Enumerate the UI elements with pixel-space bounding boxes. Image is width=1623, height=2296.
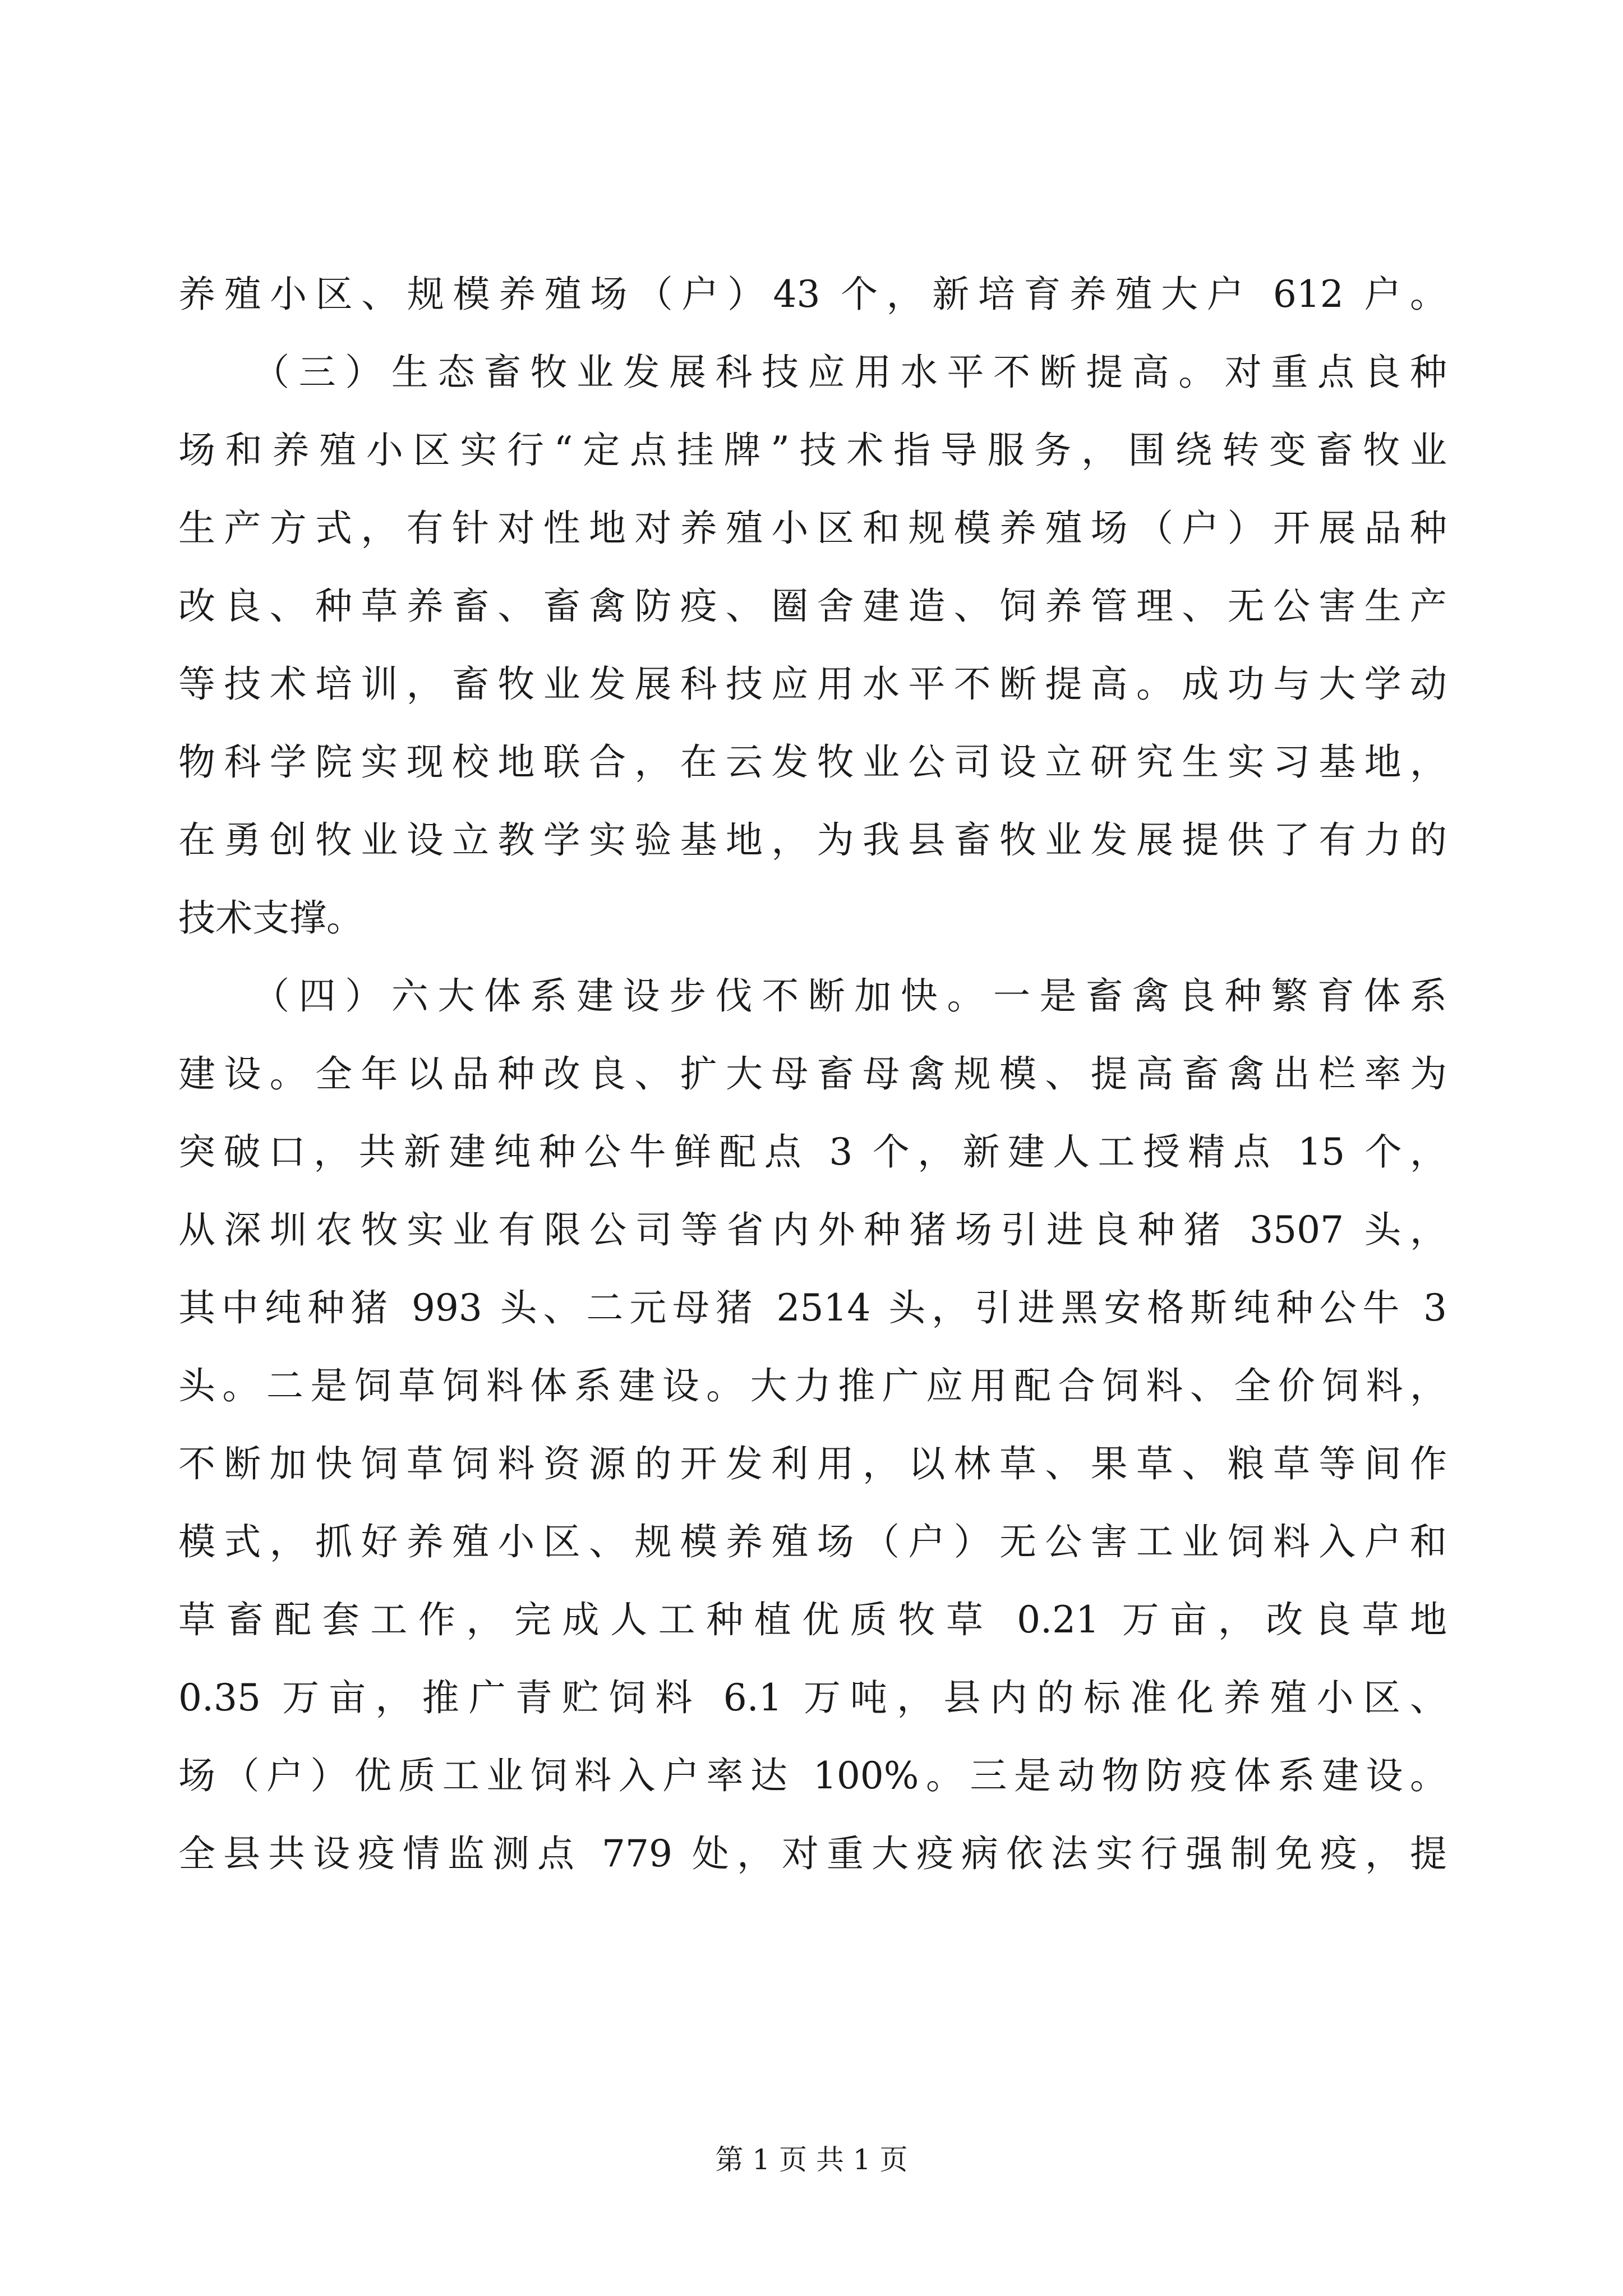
text-line: 在勇创牧业设立教学实验基地，为我县畜牧业发展提供了有力的 [178,818,1447,862]
text-line: 草畜配套工作，完成人工种植优质牧草 0.21 万亩，改良草地 [178,1598,1447,1641]
text-line: 场（户）优质工业饲料入户率达 100%。三是动物防疫体系建设。 [178,1754,1447,1797]
text-line: 模式，抓好养殖小区、规模养殖场（户）无公害工业饲料入户和 [178,1520,1447,1563]
text-line: 建设。全年以品种改良、扩大母畜母禽规模、提高畜禽出栏率为 [178,1052,1447,1096]
text-line: 全县共设疫情监测点 779 处，对重大疫病依法实行强制免疫，提 [178,1832,1447,1875]
text-line: 生产方式，有针对性地对养殖小区和规模养殖场（户）开展品种 [178,507,1447,550]
page-footer: 第 1 页 共 1 页 [715,2143,908,2176]
text-line: 物科学院实现校地联合，在云发牧业公司设立研究生实习基地， [178,740,1447,784]
text-line: 养殖小区、规模养殖场（户）43 个，新培育养殖大户 612 户。 [178,273,1447,316]
body-text [178,255,1447,1893]
text-line: 等技术培训，畜牧业发展科技应用水平不断提高。成功与大学动 [178,662,1447,706]
text-line: 头。二是饲草饲料体系建设。大力推广应用配合饲料、全价饲料， [178,1364,1447,1407]
text-line: 其中纯种猪 993 头、二元母猪 2514 头，引进黑安格斯纯种公牛 3 [178,1286,1447,1329]
text-line: 场和养殖小区实行“定点挂牌”技术指导服务，围绕转变畜牧业 [178,429,1447,472]
text-line: 从深圳农牧实业有限公司等省内外种猪场引进良种猪 3507 头， [178,1208,1447,1251]
text-line: （三）生态畜牧业发展科技应用水平不断提高。对重点良种 [178,351,1447,394]
text-line: 0.35 万亩，推广青贮饲料 6.1 万吨，县内的标准化养殖小区、 [178,1676,1447,1719]
text-line: 技术支撑。 [178,896,363,940]
text-line: （四）六大体系建设步伐不断加快。一是畜禽良种繁育体系 [178,974,1447,1018]
text-line: 不断加快饲草饲料资源的开发利用，以林草、果草、粮草等间作 [178,1442,1447,1485]
text-line: 突破口，共新建纯种公牛鲜配点 3 个，新建人工授精点 15 个， [178,1130,1447,1174]
text-line: 改良、种草养畜、畜禽防疫、圈舍建造、饲养管理、无公害生产 [178,585,1447,628]
